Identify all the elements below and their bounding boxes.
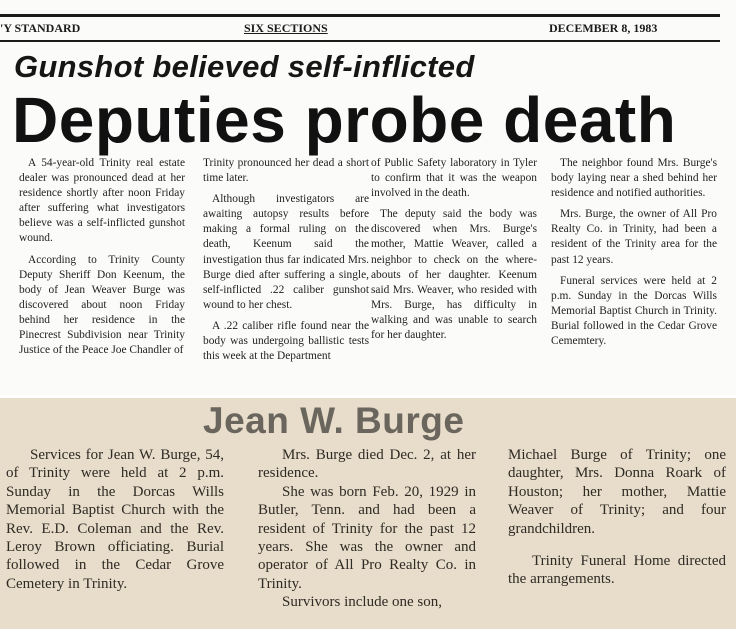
obituary-paragraph: Trinity Funeral Home directed the arrangements. — [508, 553, 726, 588]
obituary-body — [6, 446, 730, 626]
article-kicker: Gunshot believed self-inflicted — [14, 49, 475, 84]
masthead-paper-name: 'Y STANDARD — [0, 21, 81, 35]
article-paragraph: Although investigators are awaiting autopsy results before making a formal ruling on the death, Keenum said the investigation thus far indicated Mrs. Burge died after suffering a single, self-inflicted .22 caliber gunshot wound to her chest. — [203, 193, 369, 311]
obituary-paragraph: Services for Jean W. Burge, 54, of Trinity were held at 2 p.m. Sunday in the Dorcas Wills Memorial Baptist Church with the Rev. E.D. Coleman and the Rev. Leroy Brown officiating. Burial followed in the Cedar Grove Cemetery in Trinity. — [6, 447, 224, 592]
obituary-clipping — [0, 398, 736, 629]
article-paragraph: A .22 caliber rifle found near the body was undergoing ballistic tests this week at the Department — [203, 319, 369, 363]
obituary-column-1 — [6, 446, 224, 593]
article-paragraph: The deputy said the body was discovered when Mrs. Burge's mother, Mattie Weaver, called a neighbor to check on the where-abouts of her daughter. Keenum said Mrs. Weaver, who resided with Mrs. Burge, has difficulty in walking and was unable to search for her daughter. — [371, 208, 537, 342]
obituary-title: Jean W. Burge — [203, 400, 465, 441]
masthead-date: DECEMBER 8, 1983 — [549, 21, 658, 35]
article-paragraph: Funeral services were held at 2 p.m. Sunday in the Dorcas Wills Memorial Baptist Church in Trinity. Burial followed in the Cedar Grove Cememtery. — [551, 274, 717, 348]
obituary-paragraph: Survivors include one son, — [282, 594, 442, 611]
obituary-paragraph: Michael Burge of Trinity; one daughter, Mrs. Donna Roark of Houston; her mother, Mattie Weaver of Trinity; and four grandchildren. — [508, 447, 726, 537]
obituary-column-3 — [508, 446, 726, 589]
article-column-2 — [203, 156, 369, 370]
article-column-3 — [371, 156, 537, 349]
article-paragraph: According to Trinity County Deputy Sheriff Don Keenum, the body of Jean Weaver Burge was discovered about noon Friday behind her residence in the Pinecrest Subdivision near Trinity Justice of the Peace Joe Chandler of — [19, 253, 185, 357]
article-headline: Deputies probe death — [12, 84, 677, 156]
article-body — [19, 156, 719, 384]
article-paragraph: of Public Safety laboratory in Tyler to confirm that it was the weapon involved in the death. — [371, 157, 537, 200]
article-paragraph: Trinity pronounced her dead a short time later. — [203, 157, 369, 185]
article-paragraph: A 54-year-old Trinity real estate dealer was pronounced dead at her residence shortly after noon Friday after suffering what investigators believe was a self-inflicted gunshot wound. — [19, 157, 185, 245]
article-column-4 — [551, 156, 717, 355]
article-paragraph: The neighbor found Mrs. Burge's body laying near a shed behind her residence and notified authorities. — [551, 157, 717, 200]
obituary-paragraph: She was born Feb. 20, 1929 in Butler, Tenn. and had been a resident of Trinity for the past 12 years. She was the owner and operator of All Pro Realty Co. in Trinity. — [258, 483, 476, 592]
article-column-1 — [19, 156, 185, 364]
obituary-column-2 — [258, 446, 476, 612]
masthead-sections: SIX SECTIONS — [244, 21, 328, 35]
masthead — [0, 14, 720, 42]
article-paragraph: Mrs. Burge, the owner of All Pro Realty Co. in Trinity, had been a resident of the Trinity area for the past 12 years. — [551, 208, 717, 266]
obituary-paragraph: Mrs. Burge died Dec. 2, at her residence. — [258, 447, 476, 482]
